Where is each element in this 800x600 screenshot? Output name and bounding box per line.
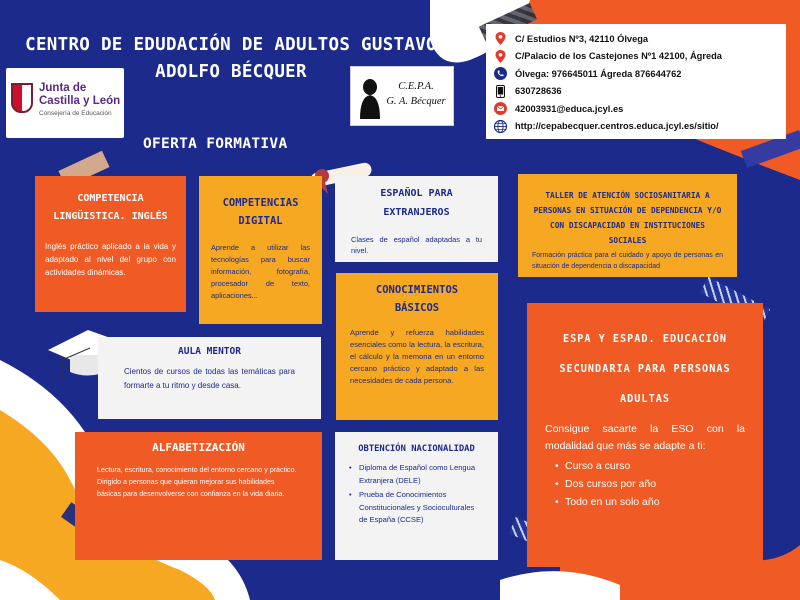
card-title: OBTENCIÓN NACIONALIDAD: [358, 444, 475, 454]
contact-phone[interactable]: Ólvega: 976645011 Ágreda 876644762: [494, 65, 778, 83]
jcyl-logo-subtitle: Consejería de Educación: [39, 110, 112, 117]
card-alfabetizacion: [75, 432, 322, 560]
mobile-phone-icon: [494, 85, 507, 98]
card-espanol: [335, 176, 498, 262]
contact-address-agreda: C/Palacio de los Castejones Nº1 42100, Ágreda: [494, 48, 778, 66]
jcyl-logo-text: Junta de Castilla y León: [39, 82, 121, 107]
card-sociosanitaria: [518, 174, 737, 277]
title-line: ADOLFO BÉCQUER: [155, 62, 307, 82]
card-aula-mentor: [98, 337, 321, 419]
coat-of-arms-icon: [11, 83, 33, 113]
cepa-logo: [350, 66, 454, 126]
list-item: • Diploma de Español como Lengua Extranjera (DELE): [349, 462, 484, 487]
card-nacionalidad: [335, 432, 498, 560]
contact-mobile[interactable]: 630728636: [494, 83, 778, 101]
card-title: ESPA Y ESPAD. EDUCACIÓN SECUNDARIA PARA PERSONAS ADULTAS: [559, 334, 731, 405]
phone-icon: [494, 67, 507, 80]
globe-icon: [494, 120, 507, 133]
nacionalidad-requirements-list: [349, 462, 484, 527]
card-text: Aprende a utilizar las tecnologías para buscar información, fotografía, procesador de texto, aplicaciones...: [211, 243, 310, 300]
contact-email[interactable]: 42003931@educa.jcyl.es: [494, 100, 778, 118]
list-item: • Prueba de Conocimientos Constitucionales y Socioculturales de España (CCSE): [349, 489, 484, 527]
location-pin-icon: [494, 32, 507, 45]
card-text: Cientos de cursos de todas las temáticas para formarte a tu ritmo y desde casa.: [124, 367, 295, 390]
card-text: Formación práctica para el cuidado y apoyo de personas en situación de dependencia o discapacidad: [532, 252, 723, 270]
list-item: • Curso a curso: [555, 457, 745, 475]
title-line: CENTRO DE EDUDACIÓN DE ADULTOS GUSTAVO: [25, 35, 437, 55]
list-item: • Todo en un solo año: [555, 493, 745, 511]
card-digital: [199, 176, 322, 324]
contact-address-olvega: C/ Estudios Nº3, 42110 Ólvega: [494, 30, 778, 48]
card-text: Consigue sacarte la ESO con la modalidad que más se adapte a ti:: [545, 423, 745, 452]
card-ingles: [35, 176, 186, 312]
card-title: CONOCIMIENTOS BÁSICOS: [375, 284, 459, 314]
list-item: • Dos cursos por año: [555, 475, 745, 493]
location-pin-icon: [494, 50, 507, 63]
card-text: Inglés práctico aplicado a la vida y adaptado al nivel del grupo con actividades dinámicas.: [45, 242, 176, 277]
card-text: Clases de español adaptadas a tu nivel.: [351, 235, 482, 255]
card-title: AULA MENTOR: [178, 346, 241, 357]
cepa-logo-text: C.E.P.A. G. A. Bécquer: [386, 81, 446, 107]
card-title: COMPETENCIA LINGÜISTICA. INGLÉS: [53, 193, 168, 222]
espa-modalities-list: [555, 457, 745, 511]
jcyl-logo: [6, 68, 124, 138]
card-title: TALLER DE ATENCIÓN SOCIOSANITARIA A PERSONAS EN SITUACIÓN DE DEPENDENCIA Y/O CON DISCAPACIDAD EN INSTITUCIONES SOCIALES: [533, 191, 722, 245]
card-text: Aprende y refuerza habilidades esenciales como la lectura, la escritura, el cálculo y la memoria en un entorno cercano práctico y adaptado a las necesidades de cada persona.: [350, 328, 484, 385]
card-espa: [527, 303, 763, 567]
email-icon: [494, 102, 507, 115]
card-title: ESPAÑOL PARA EXTRANJEROS: [380, 188, 453, 218]
card-text: Lectura, escritura, conocimiento del entorno cercano y práctico. Dirigido a personas que quieran mejorar sus habilidades básicas para desenvolverse con confianza en la vida diaria.: [97, 466, 297, 498]
card-conocimientos-basicos: [336, 273, 498, 420]
becquer-portrait-icon: [357, 77, 383, 119]
card-title: ALFABETIZACIÓN: [152, 441, 245, 454]
contact-box: [486, 24, 786, 139]
section-title: OFERTA FORMATIVA: [143, 136, 288, 152]
contact-website[interactable]: http://cepabecquer.centros.educa.jcyl.es/sitio/: [494, 118, 778, 136]
card-title: COMPETENCIAS DIGITAL: [222, 197, 299, 227]
